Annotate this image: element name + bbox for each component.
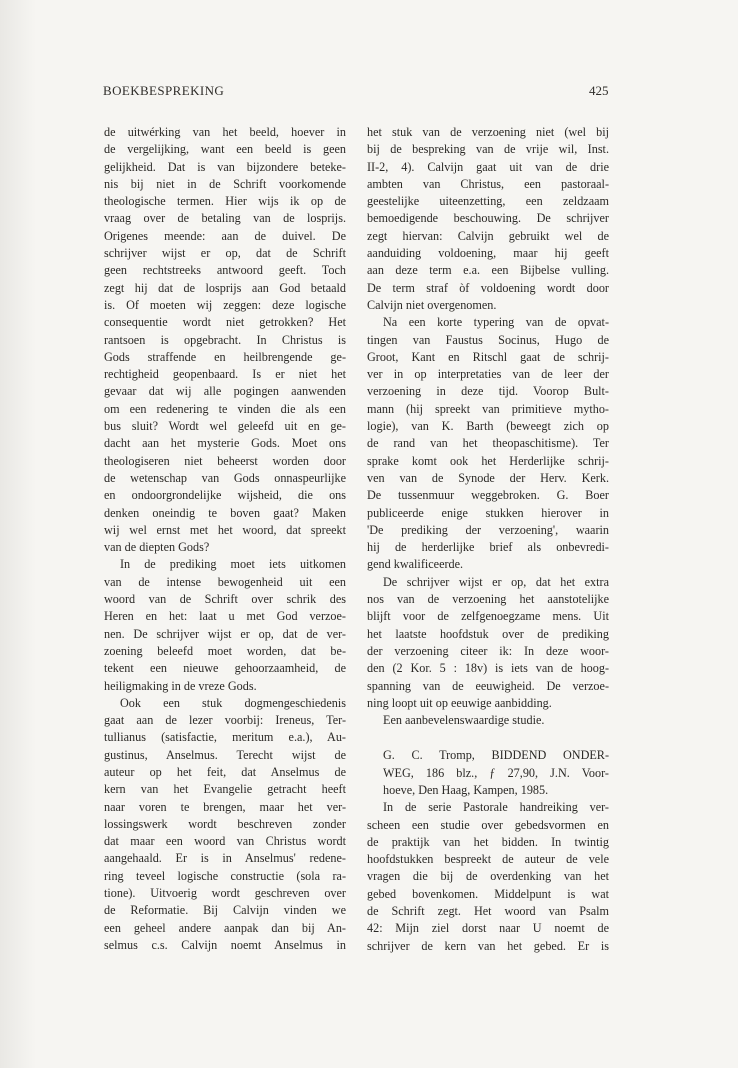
text-line: dacht aan het mysterie Gods. Moet ons <box>104 436 346 451</box>
text-line: Gods straffende en heilbrengende ge- <box>104 349 346 364</box>
text-line: zegt hiervan: Calvijn gebruikt wel de <box>367 228 609 243</box>
text-line: gustinus, Anselmus. Terecht wijst de <box>104 747 346 762</box>
text-line: gebed bovenkomen. Middelpunt is wat <box>367 886 609 901</box>
text-line: denken oneindig te boven gaat? Maken <box>104 505 346 520</box>
text-line: Origenes meende: aan de duivel. De <box>104 228 346 243</box>
text-line: aan deze term e.a. een Bijbelse vulling. <box>367 263 609 278</box>
text-line: tekent een nieuwe gehoorzaamheid, de <box>104 661 346 676</box>
text-line: wij wel ernst met het woord, dat spreekt <box>104 522 346 537</box>
text-line: zoening beleefd moet worden, dat be- <box>104 643 346 658</box>
text-line: nos van de verzoening het aanstotelijke <box>367 592 609 607</box>
text-line: van de intense bewogenheid uit een <box>104 574 346 589</box>
text-line: vragen die bij de overdenking van het <box>367 869 609 884</box>
text-line: aanduiding voldoening, maar hij geeft <box>367 246 609 261</box>
text-line: kern van het Evangelie getracht heeft <box>104 782 346 797</box>
text-line: ven van de Synode der Herv. Kerk. <box>367 470 609 485</box>
text-line: Groot, Kant en Ritschl gaat de schrij- <box>367 349 609 364</box>
text-line: schrijver wijst er op, dat de Schrift <box>104 246 346 261</box>
text-line: sprake komt ook het Herderlijke schrij- <box>367 453 609 468</box>
text-line: woord van de Schrift over schrik des <box>104 592 346 607</box>
text-line: een geheel andere aanpak dan bij An- <box>104 920 346 935</box>
text-line: rechtigheid geopenbaard. Is er niet het <box>104 367 346 382</box>
text-line: bus sluit? Wordt wel geleefd uit en ge- <box>104 419 346 434</box>
text-line: scheen een studie over gebedsvormen en <box>367 817 609 832</box>
text-line: rantsoen is opgebracht. In Christus is <box>104 332 346 347</box>
text-line: de praktijk van het bidden. In twintig <box>367 834 609 849</box>
text-line: 'De prediking der verzoening', waarin <box>367 522 609 537</box>
text-line: geestelijke uiteenzetting, een zeldzaam <box>367 194 609 209</box>
text-line: publiceerde enige stukken hierover in <box>367 505 609 520</box>
text-line: tione). Uitvoerig wordt geschreven over <box>104 886 346 901</box>
text-line: het stuk van de verzoening niet (wel bij <box>367 125 609 139</box>
text-line: het laatste hoofdstuk over de prediking <box>367 626 609 641</box>
text-line: WEG, 186 blz., ƒ 27,90, J.N. Voor- <box>383 765 609 780</box>
text-line: gelijkheid. Dat is van bijzondere beteke- <box>104 159 346 174</box>
text-line: theologische termen. Hier wijs ik op de <box>104 194 346 209</box>
text-line: ver in op interpretaties van de leer der <box>367 367 609 382</box>
text-line: blijft voor de zelfgenoegzame mens. Uit <box>367 609 609 624</box>
text-line: logie), van K. Barth (beweegt zich op <box>367 419 609 434</box>
text-line: en ondoorgrondelijke wijsheid, die ons <box>104 488 346 503</box>
text-line: gend kwalificeerde. <box>367 557 464 572</box>
text-line: hoofdstukken bespreekt de auteur de vele <box>367 852 609 867</box>
text-line: zegt hij dat de losprijs aan God betaald <box>104 280 346 295</box>
text-line: De schrijver wijst er op, dat het extra <box>383 574 609 589</box>
text-line: lossingswerk wordt beschreven zonder <box>104 816 346 831</box>
left-text-column <box>104 124 346 954</box>
text-line: gevaar dat wij alle pogingen aanwenden <box>104 384 346 399</box>
text-line: schrijver de kern van het gebed. Er is <box>367 938 609 953</box>
text-line: 42: Mijn ziel dorst naar U noemt de <box>367 921 609 936</box>
text-line: Heren en het: laat u met God verzoe- <box>104 609 346 624</box>
text-line: mann (hij spreekt van primitieve mytho- <box>367 401 609 416</box>
text-line: In de serie Pastorale handreiking ver- <box>383 800 609 815</box>
text-line: Calvijn niet overgenomen. <box>367 297 497 312</box>
text-line: de vergelijking, want een beeld is geen <box>104 142 346 157</box>
text-line: hoeve, Den Haag, Kampen, 1985. <box>383 782 549 797</box>
text-line: G. C. Tromp, BIDDEND ONDER- <box>383 748 609 763</box>
text-line: vraag over de betaling van de losprijs. <box>104 211 346 226</box>
text-line: gaat aan de lezer voorbij: Ireneus, Ter- <box>104 713 346 728</box>
text-line: Na een korte typering van de opvat- <box>383 315 609 330</box>
text-line: der verzoening citeer ik: In deze woor- <box>367 643 609 658</box>
text-line: den (2 Kor. 5 : 18v) is iets van de hoog- <box>367 661 609 676</box>
text-line: In de prediking moet iets uitkomen <box>120 557 346 572</box>
text-line: geen rechtstreeks antwoord geeft. Toch <box>104 263 346 278</box>
text-line: selmus c.s. Calvijn noemt Anselmus in <box>104 937 346 952</box>
text-line: om een redenering te vinden die als een <box>104 401 346 416</box>
text-line: ambten van Christus, een pastoraal- <box>367 176 609 191</box>
text-line: ring teveel logische constructie (sola ra- <box>104 868 346 883</box>
text-line: bij de bespreking van de vrije wil, Inst. <box>367 142 609 157</box>
text-line: auteur op het feit, dat Anselmus de <box>104 764 346 779</box>
text-line: de wetenschap van Gods onnaspeurlijke <box>104 470 346 485</box>
text-line: heiligmaking in de vreze Gods. <box>104 678 257 693</box>
text-line: naar voren te brengen, maar het ver- <box>104 799 346 814</box>
text-line: De term straf òf voldoening wordt door <box>367 280 609 295</box>
text-line: ning loopt uit op eeuwige aanbidding. <box>367 695 552 710</box>
text-line: tingen van Faustus Socinus, Hugo de <box>367 332 609 347</box>
text-line: verzoening in deze tijd. Voorop Bult- <box>367 384 609 399</box>
text-line: nen. De schrijver wijst er op, dat de ver- <box>104 626 346 641</box>
page-edge-shadow <box>0 0 36 1068</box>
text-line: de rand van het theopaschitisme). Ter <box>367 436 609 451</box>
text-line: De tussenmuur weggebroken. G. Boer <box>367 488 609 503</box>
text-line: de uitwérking van het beeld, hoever in <box>104 125 346 139</box>
text-line: de Reformatie. Bij Calvijn vinden we <box>104 903 346 918</box>
text-line: consequentie wordt niet getrokken? Het <box>104 315 346 330</box>
page-number: 425 <box>589 83 609 98</box>
text-line: tullianus (satisfactie, meritum e.a.), Au- <box>104 730 346 745</box>
text-line: aangehaald. Er is in Anselmus' redene- <box>104 851 346 866</box>
text-line: hij de herderlijke brief als onbevredi- <box>367 540 609 555</box>
text-line: is. Of moeten wij zeggen: deze logische <box>104 297 346 312</box>
text-line: Een aanbevelenswaardige studie. <box>383 713 545 728</box>
text-line: Ook een stuk dogmengeschiedenis <box>120 695 346 710</box>
text-line: theologiseren niet beheerst worden door <box>104 453 346 468</box>
text-line: van de diepten Gods? <box>104 540 210 555</box>
text-line: bemoedigende beschouwing. De schrijver <box>367 211 609 226</box>
running-header: BOEKBESPREKING <box>103 83 225 98</box>
text-line: de Schrift zegt. Het woord van Psalm <box>367 904 609 919</box>
right-text-column <box>367 124 609 955</box>
text-line: II-2, 4). Calvijn gaat uit van de drie <box>367 159 609 174</box>
text-line: dat maar een woord van Christus wordt <box>104 834 346 849</box>
section-gap <box>367 729 609 747</box>
text-line: spanning van de eeuwigheid. De verzoe- <box>367 678 609 693</box>
text-line: nis bij niet in de Schrift voorkomende <box>104 176 346 191</box>
